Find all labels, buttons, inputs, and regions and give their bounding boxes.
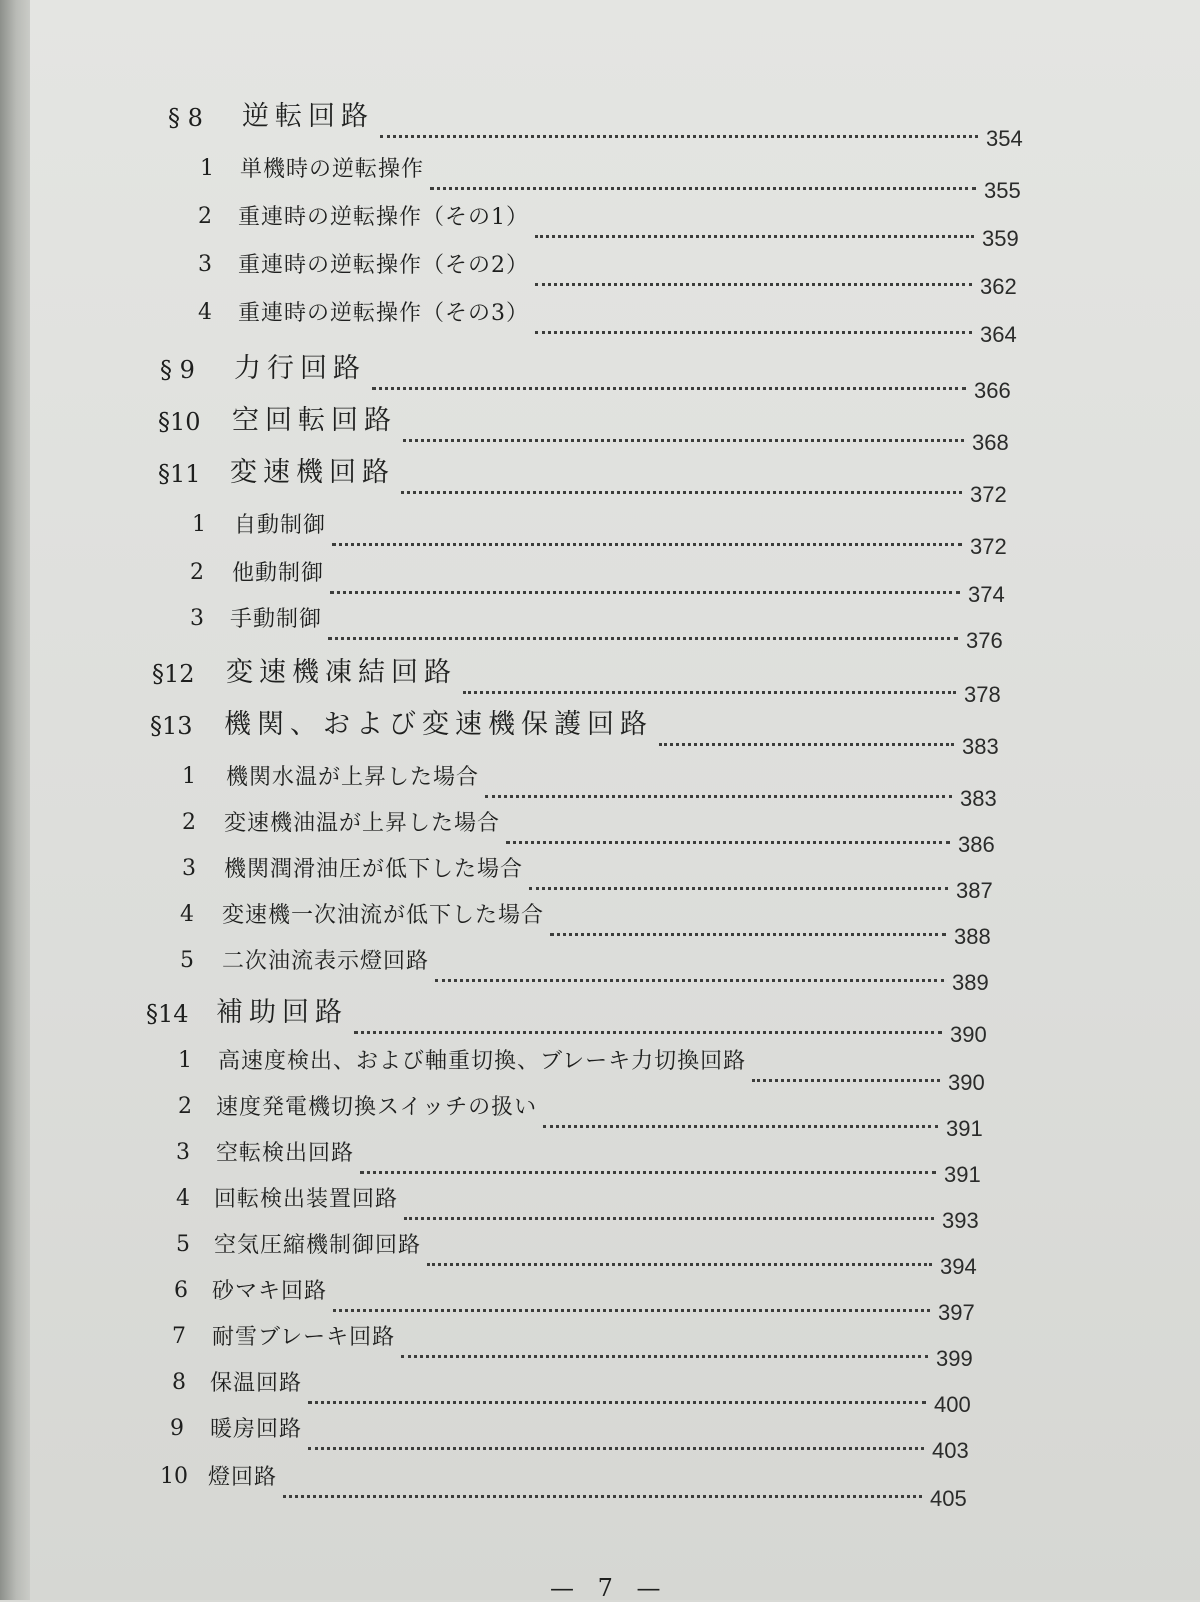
dot-leader [308, 1401, 926, 1404]
toc-entry-page: 366 [974, 378, 1011, 403]
toc-entry-number: 3 [190, 606, 204, 631]
toc-entry-number: 1 [192, 512, 206, 537]
toc-entry-page: 399 [936, 1346, 973, 1371]
toc-entry [178, 1044, 1008, 1095]
toc-entry-number: §11 [158, 460, 201, 488]
toc-entry-number: §10 [158, 408, 201, 436]
toc-entry-page: 359 [982, 226, 1019, 251]
toc-entry-number: 4 [180, 902, 194, 927]
toc-entry [174, 1274, 998, 1325]
toc-entry [198, 296, 1040, 347]
dot-leader [354, 1031, 942, 1034]
toc-entry-title: 機関、および変速機保護回路 [224, 709, 653, 740]
toc-entry-page: 397 [938, 1300, 975, 1325]
toc-entry-title: 重連時の逆転操作（その3） [238, 301, 529, 326]
dot-leader [283, 1495, 922, 1498]
toc-entry-title: 空転検出回路 [216, 1141, 355, 1166]
toc-entry [190, 602, 1026, 653]
book-page [30, 0, 1200, 1600]
dot-leader [430, 187, 976, 190]
dot-leader [332, 543, 962, 546]
page-footer-number: — 7 — [550, 1574, 669, 1602]
dot-leader [427, 1263, 932, 1266]
toc-entry-page: 389 [952, 970, 989, 995]
toc-entry [192, 508, 1030, 559]
dot-leader [463, 691, 956, 694]
dot-leader [360, 1171, 936, 1174]
toc-entry-page: 394 [940, 1254, 977, 1279]
toc-entry [182, 760, 1020, 811]
dot-leader [435, 979, 944, 982]
toc-entry-number: 10 [160, 1464, 188, 1489]
dot-leader [485, 795, 952, 798]
toc-entry-title: 保温回路 [210, 1371, 303, 1396]
dot-leader [403, 439, 964, 442]
toc-entry-page: 403 [932, 1438, 969, 1463]
toc-entry-number: 9 [170, 1416, 184, 1441]
toc-entry [168, 100, 1046, 151]
dot-leader [401, 491, 962, 494]
toc-entry [172, 1366, 994, 1417]
dot-leader [535, 235, 974, 238]
toc-entry [152, 656, 1024, 707]
dot-leader [372, 387, 966, 390]
dot-leader [529, 887, 948, 890]
toc-entry-title: 単機時の逆転操作 [240, 157, 425, 182]
toc-entry [198, 248, 1040, 299]
toc-entry-page: 354 [986, 126, 1023, 151]
toc-entry-page: 376 [966, 628, 1003, 653]
toc-entry-page: 391 [946, 1116, 983, 1141]
toc-entry-title: 変速機回路 [230, 457, 395, 488]
toc-entry-title: 砂マキ回路 [212, 1279, 328, 1304]
toc-entry-page: 386 [958, 832, 995, 857]
toc-entry-page: 364 [980, 322, 1017, 347]
dot-leader [401, 1355, 928, 1358]
toc-entry-page: 387 [956, 878, 993, 903]
toc-entry-page: 383 [960, 786, 997, 811]
dot-leader [330, 591, 960, 594]
toc-entry [172, 1320, 996, 1371]
toc-entry-page: 378 [964, 682, 1001, 707]
toc-entry-number: 3 [182, 856, 196, 881]
dot-leader [659, 743, 954, 746]
dot-leader [404, 1217, 934, 1220]
toc-entry-number: 4 [198, 300, 212, 325]
toc-entry-title: 空気圧縮機制御回路 [214, 1233, 422, 1258]
toc-entry [158, 456, 1030, 507]
toc-entry-page: 405 [930, 1486, 967, 1511]
toc-entry-title: 回転検出装置回路 [214, 1187, 399, 1212]
toc-entry [176, 1182, 1002, 1233]
toc-entry [180, 898, 1014, 949]
dot-leader [380, 135, 978, 138]
toc-entry [146, 996, 1010, 1047]
dot-leader [752, 1079, 940, 1082]
toc-entry-title: 燈回路 [208, 1465, 278, 1490]
toc-entry [178, 1090, 1006, 1141]
toc-entry-number: 3 [176, 1140, 190, 1165]
toc-entry-page: 390 [948, 1070, 985, 1095]
toc-entry-title: 変速機油温が上昇した場合 [224, 811, 501, 836]
toc-entry-title: 機関水温が上昇した場合 [226, 765, 480, 790]
toc-entry-number: 2 [190, 560, 204, 585]
toc-entry-number: §14 [146, 1000, 189, 1028]
toc-entry-number: §12 [152, 660, 195, 688]
toc-entry-title: 補助回路 [216, 997, 348, 1028]
toc-entry-number: § 8 [168, 104, 203, 132]
toc-entry-title: 力行回路 [234, 353, 366, 384]
toc-entry [182, 806, 1018, 857]
toc-entry-title: 逆転回路 [242, 101, 374, 132]
toc-entry-title: 変速機一次油流が低下した場合 [222, 903, 545, 928]
toc-entry-page: 391 [944, 1162, 981, 1187]
toc-entry [180, 944, 1012, 995]
toc-entry [190, 556, 1028, 607]
toc-entry-number: §13 [150, 712, 193, 740]
toc-entry [182, 852, 1016, 903]
dot-leader [506, 841, 950, 844]
toc-entry [158, 404, 1032, 455]
dot-leader [333, 1309, 930, 1312]
toc-entry-number: 3 [198, 252, 212, 277]
toc-entry-number: 5 [176, 1232, 190, 1257]
toc-entry-page: 388 [954, 924, 991, 949]
toc-entry [170, 1412, 992, 1463]
toc-entry-number: 5 [180, 948, 194, 973]
toc-entry-title: 暖房回路 [210, 1417, 303, 1442]
toc-entry-page: 355 [984, 178, 1021, 203]
toc-entry-title: 空回転回路 [232, 405, 397, 436]
toc-entry-page: 372 [970, 482, 1007, 507]
toc-entry-number: 7 [172, 1324, 186, 1349]
toc-entry-title: 他動制御 [232, 561, 325, 586]
toc-entry-number: 2 [182, 810, 196, 835]
toc-entry-number: 6 [174, 1278, 188, 1303]
dot-leader [535, 331, 972, 334]
dot-leader [550, 933, 946, 936]
toc-entry-page: 374 [968, 582, 1005, 607]
toc-entry-page: 390 [950, 1022, 987, 1047]
toc-entry-title: 機関潤滑油圧が低下した場合 [224, 857, 524, 882]
toc-entry-page: 362 [980, 274, 1017, 299]
toc-entry-number: 4 [176, 1186, 190, 1211]
toc-entry-number: 1 [200, 156, 214, 181]
toc-entry-number: 1 [182, 764, 196, 789]
toc-entry [150, 708, 1022, 759]
toc-entry [198, 200, 1042, 251]
toc-entry [176, 1136, 1004, 1187]
toc-entry-number: 1 [178, 1048, 192, 1073]
dot-leader [543, 1125, 938, 1128]
dot-leader [535, 283, 972, 286]
dot-leader [308, 1447, 924, 1450]
toc-entry-title: 速度発電機切換スイッチの扱い [216, 1095, 538, 1120]
toc-entry-title: 手動制御 [230, 607, 323, 632]
toc-entry-number: 8 [172, 1370, 186, 1395]
toc-entry-title: 重連時の逆転操作（その2） [238, 253, 529, 278]
toc-entry-title: 自動制御 [234, 513, 327, 538]
toc-entry-page: 372 [970, 534, 1007, 559]
toc-entry-title: 耐雪ブレーキ回路 [212, 1325, 396, 1350]
toc-entry-title: 重連時の逆転操作（その1） [238, 205, 529, 230]
toc-entry-title: 高速度検出、および軸重切換、ブレーキ力切換回路 [218, 1049, 747, 1074]
toc-entry-page: 400 [934, 1392, 971, 1417]
toc-entry [200, 152, 1044, 203]
toc-entry-page: 383 [962, 734, 999, 759]
toc-entry-page: 393 [942, 1208, 979, 1233]
toc-entry-title: 二次油流表示燈回路 [222, 949, 430, 974]
toc-entry [160, 352, 1034, 403]
dot-leader [328, 637, 958, 640]
toc-entry-number: 2 [198, 204, 212, 229]
toc-entry-title: 変速機凍結回路 [226, 657, 457, 688]
toc-entry [160, 1460, 990, 1511]
toc-entry-number: 2 [178, 1094, 192, 1119]
toc-entry [176, 1228, 1000, 1279]
toc-entry-page: 368 [972, 430, 1009, 455]
toc-entry-number: § 9 [160, 356, 195, 384]
